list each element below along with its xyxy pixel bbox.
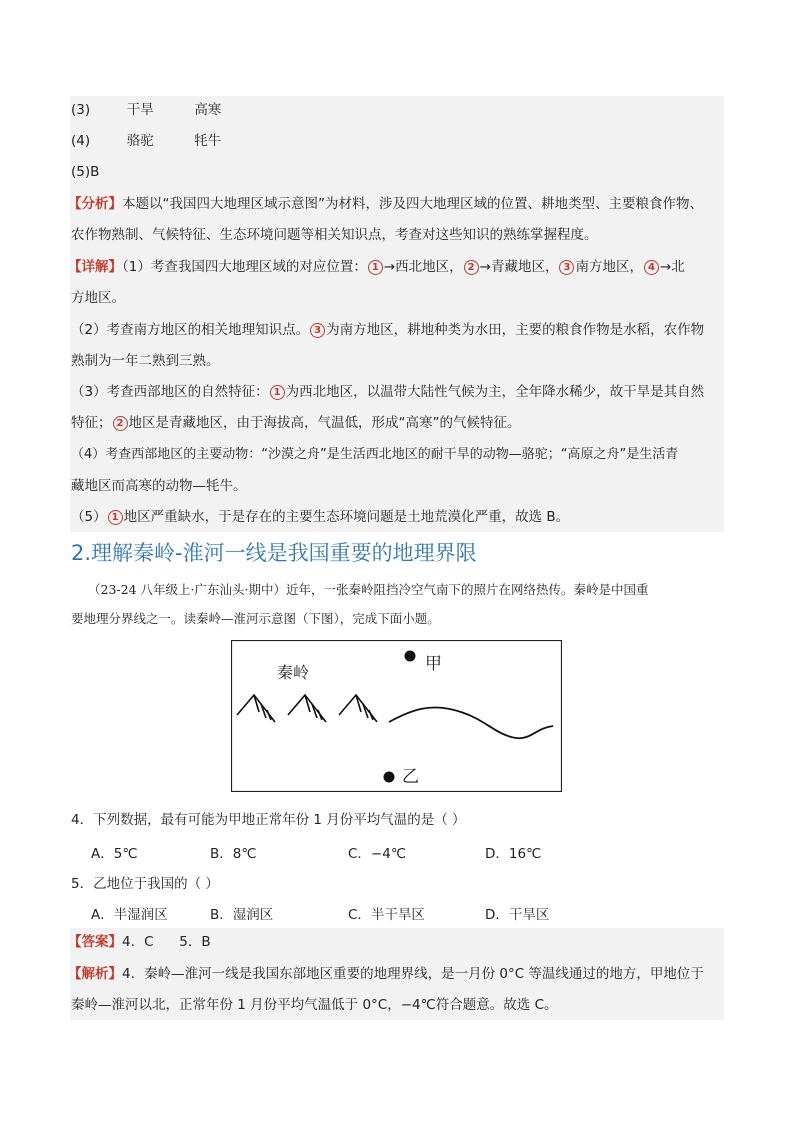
map-label-jia: 甲 [425, 654, 442, 674]
answer-a: 干旱 [126, 102, 154, 118]
detail-text: →西北地区， [383, 259, 463, 275]
row-number: (3) [71, 102, 91, 118]
answer-row-4 [71, 131, 221, 151]
circled-number-3: 3 [559, 260, 574, 275]
analysis-tag: 【分析】 [68, 196, 122, 212]
row-number: (4) [71, 133, 91, 149]
circled-number-4: 4 [644, 260, 659, 275]
detail-line-4: 熟制为一年二熟到三熟。 [71, 353, 220, 369]
answer-a: 骆驼 [126, 133, 154, 149]
question-intro-line-1: （23-24 八年级上·广东汕头·期中）近年，一张秦岭阻挡冷空气南下的照片在网络热传。秦岭是中国重 [88, 582, 649, 597]
answer-line [68, 932, 211, 952]
detail-text: （5） [71, 509, 107, 525]
detail-line-9 [71, 507, 569, 527]
detail-line-7: （4）考查西部地区的主要动物：“沙漠之舟”是生活西北地区的耐干旱的动物—骆驼；“高原之舟”是生活青 [71, 447, 679, 462]
detail-text: 为南方地区，耕地种类为水田，主要的粮食作物是水稻，农作物 [326, 322, 705, 338]
question-intro-line-2: 要地理分界线之一。读秦岭—淮河示意图（下图），完成下面小题。 [71, 611, 440, 626]
detail-line-2: 方地区。 [71, 290, 125, 306]
explain-text: 4．秦岭—淮河一线是我国东部地区重要的地理界线，是一月份 0°C 等温线通过的地方，甲地位于 [122, 966, 704, 982]
detail-line-8: 藏地区而高寒的动物—牦牛。 [71, 478, 247, 494]
map-label-yi: 乙 [402, 767, 419, 787]
point-jia [405, 651, 416, 662]
question-4-option-c[interactable]: C．−4℃ [348, 846, 406, 862]
question-5-option-c[interactable]: C．半干旱区 [348, 907, 425, 923]
detail-text: （2）考查南方地区的相关地理知识点。 [71, 322, 310, 338]
question-4-option-a[interactable]: A．5℃ [91, 846, 138, 862]
circled-number-3: 3 [310, 323, 325, 338]
answer-b: 高寒 [194, 102, 222, 118]
analysis-line-1 [68, 194, 703, 214]
detail-line-3 [71, 320, 704, 340]
question-5-option-b[interactable]: B．湿润区 [210, 907, 274, 923]
answer-row-3 [71, 100, 221, 120]
question-4-option-b[interactable]: B．8℃ [210, 846, 257, 862]
explain-line-1 [68, 964, 704, 984]
circled-number-2: 2 [464, 260, 479, 275]
analysis-text: 本题以“我国四大地理区域示意图”为材料，涉及四大地理区域的位置、耕地类型、主要粮食作物、 [122, 196, 703, 212]
detail-tag: 【详解】 [68, 259, 122, 275]
question-4-stem: 4．下列数据，最有可能为甲地正常年份 1 月份平均气温的是（ ） [71, 812, 466, 828]
detail-line-1 [68, 257, 685, 277]
circled-number-2: 2 [113, 416, 128, 431]
question-5-stem: 5．乙地位于我国的（ ） [71, 876, 219, 892]
answer-text: 4．C 5．B [122, 934, 211, 950]
explain-tag: 【解析】 [68, 966, 122, 982]
question-4-option-d[interactable]: D．16℃ [485, 846, 542, 862]
explain-line-2: 秦岭—淮河以北，正常年份 1 月份平均气温低于 0°C，−4℃符合题意。故选 C。 [71, 997, 558, 1013]
answer-block-shade [70, 96, 724, 532]
detail-text: （3）考查西部地区的自然特征： [71, 384, 269, 400]
answer-row-5: (5)B [71, 164, 100, 180]
detail-text: 为西北地区，以温带大陆性气候为主，全年降水稀少，故干旱是其自然 [285, 384, 705, 400]
map-label-qinling: 秦岭 [277, 663, 310, 682]
section-heading: 2.理解秦岭-淮河一线是我国重要的地理界限 [71, 541, 477, 565]
circled-number-1: 1 [108, 510, 123, 525]
circled-number-1: 1 [270, 385, 285, 400]
detail-text: →北 [659, 259, 685, 275]
question-5-option-d[interactable]: D．干旱区 [485, 907, 550, 923]
detail-text: 特征； [71, 415, 112, 431]
answer-b: 牦牛 [194, 133, 222, 149]
detail-text: →青藏地区， [479, 259, 559, 275]
point-yi [384, 772, 395, 783]
detail-text: （1）考查我国四大地理区域的对应位置： [122, 259, 367, 275]
answer-tag: 【答案】 [68, 934, 122, 950]
detail-text: 地区是青藏地区，由于海拔高，气温低，形成“高寒”的气候特征。 [128, 415, 521, 431]
detail-line-5 [71, 382, 704, 402]
question-5-option-a[interactable]: A．半湿润区 [91, 907, 168, 923]
circled-number-1: 1 [368, 260, 383, 275]
detail-text: 南方地区， [575, 259, 643, 275]
qinling-huaihe-map [231, 640, 562, 792]
detail-text: 地区严重缺水，于是存在的主要生态环境问题是土地荒漠化严重，故选 B。 [123, 509, 570, 525]
detail-line-6 [71, 413, 521, 433]
analysis-line-2: 农作物熟制、气候特征、生态环境问题等相关知识点，考查对这些知识的熟练掌握程度。 [71, 227, 598, 243]
